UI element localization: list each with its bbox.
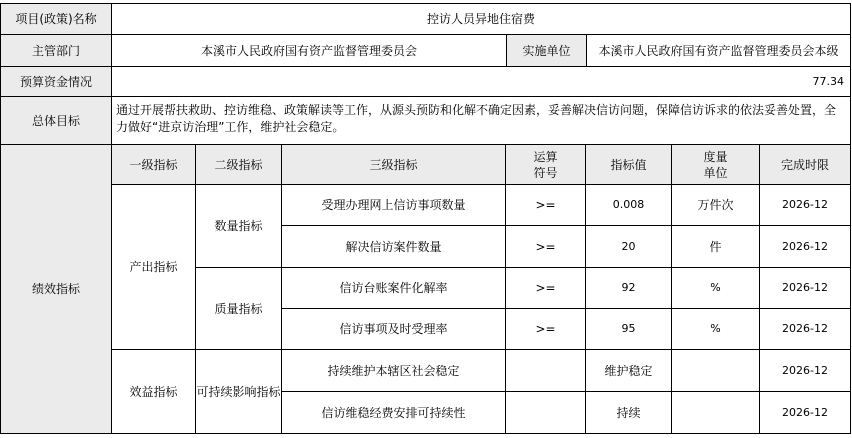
level2-quantity: 数量指标 (196, 185, 282, 268)
header-target-value: 指标值 (586, 145, 672, 185)
row-1-name: 解决信访案件数量 (282, 226, 506, 268)
budget-value: 77.34 (112, 67, 851, 97)
row-1-deadline: 2026-12 (760, 226, 851, 268)
row-1-operator: >= (506, 226, 586, 268)
row-4-unit (672, 350, 760, 392)
row-0-operator: >= (506, 185, 586, 226)
header-unit: 度量 单位 (672, 145, 760, 185)
row-4-name: 持续维护本辖区社会稳定 (282, 350, 506, 392)
row-5-operator (506, 392, 586, 434)
row-5-unit (672, 392, 760, 434)
row-2-operator: >= (506, 268, 586, 309)
impl-unit-label: 实施单位 (507, 35, 587, 67)
project-name-value: 控访人员异地住宿费 (112, 3, 851, 35)
budget-label: 预算资金情况 (0, 67, 112, 97)
header-level2: 二级指标 (196, 145, 282, 185)
row-3-name: 信访事项及时受理率 (282, 309, 506, 350)
row-4-deadline: 2026-12 (760, 350, 851, 392)
header-deadline: 完成时限 (760, 145, 851, 185)
row-5-value: 持续 (586, 392, 672, 434)
level1-benefit: 效益指标 (112, 350, 196, 434)
dept-value: 本溪市人民政府国有资产监督管理委员会 (112, 35, 507, 67)
row-2-name: 信访台账案件化解率 (282, 268, 506, 309)
project-name-label: 项目(政策)名称 (0, 3, 112, 35)
level2-quality: 质量指标 (196, 268, 282, 350)
header-operator: 运算 符号 (506, 145, 586, 185)
row-3-unit: % (672, 309, 760, 350)
row-2-deadline: 2026-12 (760, 268, 851, 309)
row-2-unit: % (672, 268, 760, 309)
level2-sustainability: 可持续影响指标 (196, 350, 282, 434)
row-1-unit: 件 (672, 226, 760, 268)
row-3-value: 95 (586, 309, 672, 350)
goal-label: 总体目标 (0, 97, 112, 145)
row-5-name: 信访维稳经费安排可持续性 (282, 392, 506, 434)
row-0-unit: 万件次 (672, 185, 760, 226)
header-level3: 三级指标 (282, 145, 506, 185)
performance-label: 绩效指标 (0, 145, 112, 434)
row-3-deadline: 2026-12 (760, 309, 851, 350)
header-level1: 一级指标 (112, 145, 196, 185)
row-1-value: 20 (586, 226, 672, 268)
row-0-value: 0.008 (586, 185, 672, 226)
row-0-name: 受理办理网上信访事项数量 (282, 185, 506, 226)
row-0-deadline: 2026-12 (760, 185, 851, 226)
row-2-value: 92 (586, 268, 672, 309)
row-3-operator: >= (506, 309, 586, 350)
goal-text: 通过开展帮扶救助、控访维稳、政策解读等工作，从源头预防和化解不确定因素，妥善解决信访问题，保障信访诉求的依法妥善处置，全力做好“进京访治理”工作，维护社会稳定。 (112, 97, 851, 145)
row-5-deadline: 2026-12 (760, 392, 851, 434)
dept-label: 主管部门 (0, 35, 112, 67)
row-4-value: 维护稳定 (586, 350, 672, 392)
level1-output: 产出指标 (112, 185, 196, 350)
row-4-operator (506, 350, 586, 392)
impl-unit-value: 本溪市人民政府国有资产监督管理委员会本级 (587, 35, 851, 67)
